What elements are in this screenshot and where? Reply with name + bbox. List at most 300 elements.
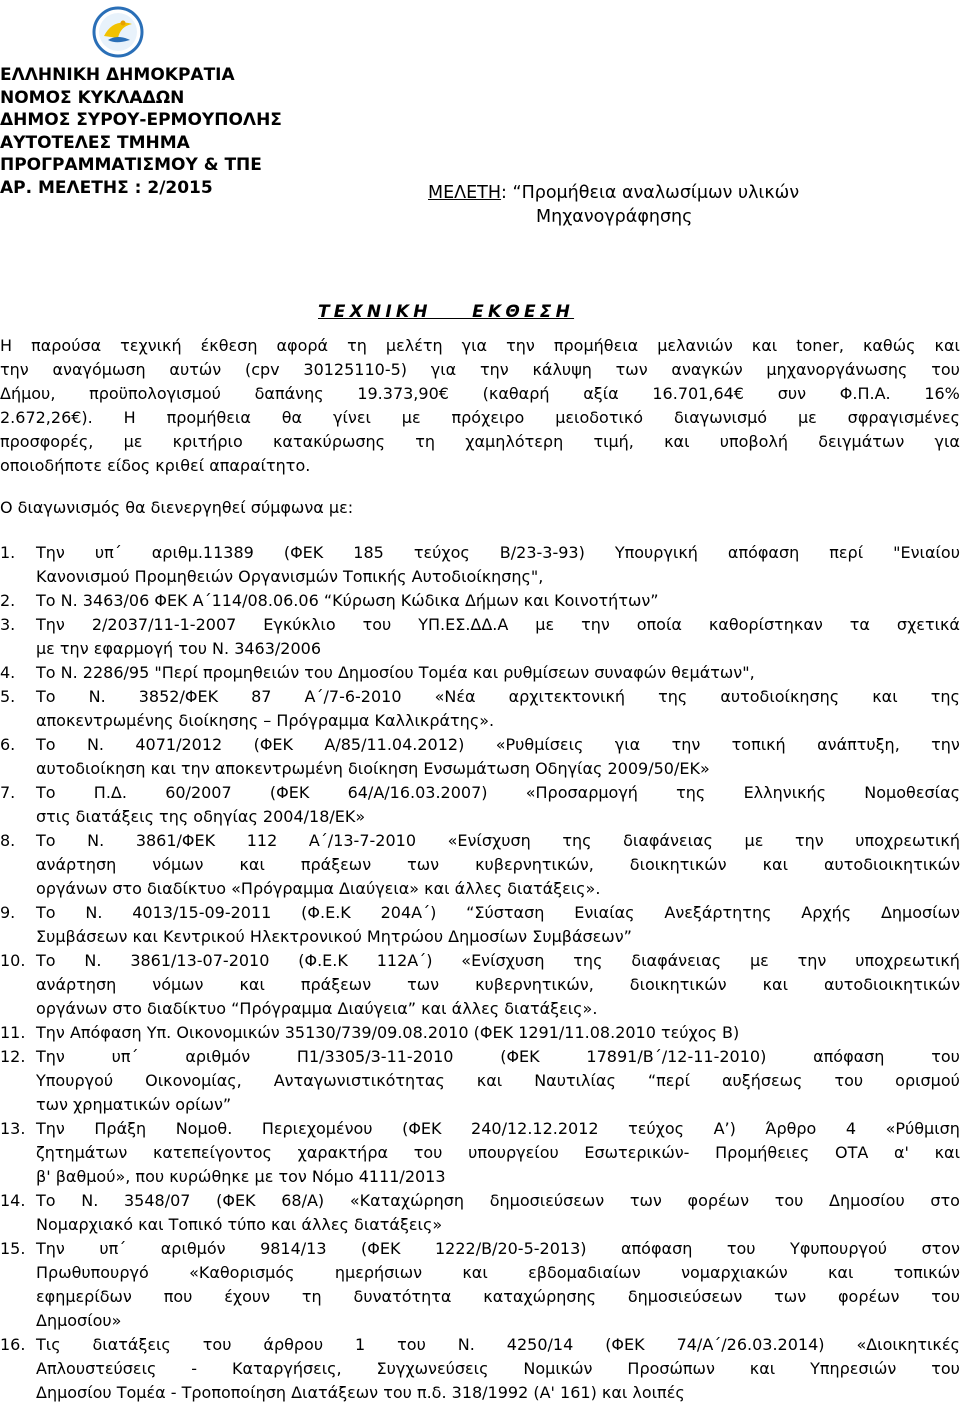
list-word: πράξεων (300, 975, 372, 994)
list-word: ορισμού (895, 1071, 960, 1090)
list-item-number: 10. (0, 951, 26, 970)
intro-word: Φ.Π.Α. (839, 384, 891, 403)
list-word: φορέων (837, 1287, 900, 1306)
list-item-line: Το Ν. 2286/95 "Περί προμηθειών του Δημοσίου Τομέα και ρυθμίσεων συναφών θεμάτων", (36, 663, 755, 682)
list-word: για (614, 735, 641, 754)
list-word: Ανταγωνιστικότητας (273, 1071, 445, 1090)
intro-word: κατακύρωσης (272, 432, 386, 451)
list-word: του (834, 1071, 864, 1090)
list-word: Συγχωνεύσεις (376, 1359, 489, 1378)
list-word: 60/2007 (165, 783, 232, 802)
intro-word: διαγωνισμό (673, 408, 768, 427)
list-item-line: Το Ν. 3463/06 ΦΕΚ Α΄114/08.06.06 “Κύρωση Κώδικα Δήμων και Κοινοτήτων” (36, 591, 659, 610)
intro-word: και (664, 432, 690, 451)
intro-word: Δήμου, (0, 384, 56, 403)
study-number: ΑΡ. ΜΕΛΕΤΗΣ : 2/2015 (0, 177, 213, 198)
list-word: (ΦΕΚ (605, 1335, 645, 1354)
list-word: του (397, 1335, 426, 1354)
list-word: Το (36, 951, 56, 970)
list-word: 4071/2012 (135, 735, 223, 754)
intro-word: 16% (924, 384, 960, 403)
list-word: εφημερίδων (36, 1287, 132, 1306)
list-word: Άρθρο (765, 1119, 817, 1138)
list-word: της (562, 831, 592, 850)
list-word: Αρχής (801, 903, 852, 922)
list-word: Καταργήσεις, (231, 1359, 342, 1378)
intro-word: τη (347, 336, 367, 355)
intro-line (0, 406, 960, 430)
list-word: του (931, 1047, 960, 1066)
list-item-number: 9. (0, 903, 16, 922)
list-item-number: 5. (0, 687, 16, 706)
intro-line-last: οποιοδήποτε είδος κριθεί απαραίτητο. (0, 456, 311, 475)
list-item (0, 949, 960, 1021)
list-word: 68/Α) (281, 1191, 325, 1210)
list-word: (ΦΕΚ (216, 1191, 256, 1210)
list-word: νομαρχιακών (681, 1263, 788, 1282)
list-word: του (931, 1359, 960, 1378)
list-word: (Φ.Ε.Κ (298, 951, 348, 970)
list-word: διαφάνειας (623, 831, 713, 850)
org-line: ΕΛΛΗΝΙΚΗ ΔΗΜΟΚΡΑΤΙΑ (0, 65, 235, 85)
intro-word: και (934, 336, 960, 355)
list-word: Β/23-3-93) (499, 543, 585, 562)
list-word: Υπουργική (614, 543, 698, 562)
list-word: διατάξεις (92, 1335, 171, 1354)
list-word: Εσωτερικών- (584, 1143, 690, 1162)
list-word: την (797, 951, 827, 970)
list-item-line: Συμβάσεων και Κεντρικού Ηλεκτρονικού Μητρώου Δημοσίων Συμβάσεων” (36, 927, 632, 946)
list-word: Α΄/7-6-2010 (304, 687, 402, 706)
list-word: και (476, 1071, 503, 1090)
list-word: 4013/15-09-2011 (132, 903, 272, 922)
list-item-line: στις διατάξεις της οδηγίας 2004/18/ΕΚ» (36, 807, 366, 826)
list-item-number: 12. (0, 1047, 26, 1066)
list-word: (ΦΕΚ (283, 543, 324, 562)
list-word: Πρωθυπουργό (36, 1263, 149, 1282)
list-item (0, 781, 960, 829)
intro-word: toner, (796, 336, 844, 355)
list-word: Περιεχομένου (261, 1119, 373, 1138)
list-word: 17891/Β΄/12-11-2010) (586, 1047, 767, 1066)
list-word: και (462, 1263, 488, 1282)
list-word: 3861/13-07-2010 (130, 951, 270, 970)
list-word: και (762, 975, 788, 994)
list-word: την (581, 615, 610, 634)
list-item-line (36, 541, 960, 565)
list-item-line (36, 1117, 960, 1141)
list-word: Την (36, 543, 65, 562)
list-word: Νομικών (523, 1359, 593, 1378)
list-word: υποχρεωτική (855, 831, 960, 850)
list-item-line (36, 685, 960, 709)
list-word: διοικητικών (629, 855, 727, 874)
intro-word: για (934, 432, 960, 451)
list-word: Ενιαίας (574, 903, 635, 922)
list-word: υπουργείου (468, 1143, 559, 1162)
list-word: κυβερνητικών, (475, 975, 594, 994)
list-word: με (535, 615, 555, 634)
list-item (0, 1021, 960, 1045)
list-word: του (362, 615, 392, 634)
list-word: και (872, 687, 898, 706)
list-word: αριθμόν (185, 1047, 251, 1066)
list-word: δημοσιεύσεων (627, 1287, 743, 1306)
list-word: Το (36, 735, 56, 754)
list-item-line: Κανονισμού Προμηθειών Οργανισμών Τοπικής Αυτοδιοίκησης", (36, 567, 544, 586)
intro-word: 30125110-5) (303, 360, 408, 379)
study-title (428, 183, 799, 203)
list-item-number: 8. (0, 831, 16, 850)
list-word: 1 (355, 1335, 366, 1354)
intro-word: με (797, 408, 817, 427)
list-word: διαφάνειας (631, 951, 722, 970)
list-word: και (827, 1263, 854, 1282)
list-item-line (36, 781, 960, 805)
intro-word: συν (777, 384, 807, 403)
list-item-line (36, 1237, 960, 1261)
list-item (0, 733, 960, 781)
intro-word: αφορά (276, 336, 329, 355)
list-word: Α΄/13-7-2010 (308, 831, 416, 850)
intro-word: τιμή, (593, 432, 634, 451)
list-word: «Νέα (434, 687, 476, 706)
list-item-line (36, 949, 960, 973)
list-word: τοπικών (893, 1263, 960, 1282)
list-item-line (36, 1045, 960, 1069)
list-word: χαρακτήρα (297, 1143, 389, 1162)
list-item (0, 541, 960, 589)
intro-word: προμήθεια (553, 336, 639, 355)
list-word: Οικονομίας, (145, 1071, 242, 1090)
list-word: ΟΤΑ (834, 1143, 869, 1162)
list-item-number: 16. (0, 1335, 26, 1354)
list-word: «Καθορισμός (189, 1263, 295, 1282)
intro-word: μελέτη (385, 336, 443, 355)
list-word: την (794, 831, 824, 850)
list-item (0, 1117, 960, 1189)
list-item-line (36, 1333, 960, 1357)
intro-word: και (751, 336, 778, 355)
list-item-line: Δημοσίου» (36, 1311, 122, 1330)
intro-word: αξία (583, 384, 619, 403)
list-word: του (413, 1143, 443, 1162)
list-word: με (749, 951, 769, 970)
list-word: Υπουργού (36, 1071, 114, 1090)
intro-word: την (480, 360, 509, 379)
list-item-number: 11. (0, 1023, 26, 1042)
list-word: εβδομαδιαίων (528, 1263, 641, 1282)
list-word: την (931, 735, 960, 754)
intro-paragraph (0, 334, 960, 478)
list-word: του (931, 1287, 960, 1306)
list-word: υπ΄ (99, 1239, 127, 1258)
list-item-line (36, 1141, 960, 1165)
intro-word: για (461, 336, 488, 355)
list-word: της (573, 951, 603, 970)
list-word: που (163, 1287, 193, 1306)
list-word: ανάρτηση (36, 855, 117, 874)
list-item-number: 13. (0, 1119, 26, 1138)
list-item (0, 685, 960, 733)
intro-word: σφραγισμένες (847, 408, 960, 427)
intro-word: δαπάνης (254, 384, 324, 403)
list-word: περί (829, 543, 864, 562)
list-word: Α/85/11.04.2012) (324, 735, 465, 754)
list-item-line: Νομαρχιακό και Τοπικό τύπο και άλλες διατάξεις» (36, 1215, 443, 1234)
intro-word: μηχανοργάνωσης (766, 360, 908, 379)
list-item-line (36, 733, 960, 757)
list-word: Τις (36, 1335, 61, 1354)
list-word: των (407, 855, 440, 874)
list-item-line: οργάνων στο διαδίκτυο «Πρόγραμμα Διαύγεια» και άλλες διατάξεις». (36, 879, 601, 898)
list-word: νόμων (152, 975, 204, 994)
list-word: Υφυπουργού (790, 1239, 887, 1258)
list-item-number: 4. (0, 663, 16, 682)
list-word: ανάπτυξη, (817, 735, 900, 754)
list-word: 3548/07 (123, 1191, 191, 1210)
procedure-note: Ο διαγωνισμός θα διενεργηθεί σύμφωνα με: (0, 498, 354, 517)
list-word: και (749, 1359, 776, 1378)
study-title-line-2: Μηχανογράφησης (536, 207, 693, 227)
intro-word: κριτήριο (172, 432, 243, 451)
list-word: και (239, 975, 265, 994)
intro-word: 2.672,26€). (0, 408, 93, 427)
list-word: της (676, 783, 706, 802)
list-word: 1222/Β/20-5-2013) (434, 1239, 587, 1258)
intro-word: έκθεση (200, 336, 258, 355)
list-word: νόμων (152, 855, 204, 874)
intro-word: μειοδοτικό (555, 408, 644, 427)
list-word: κατεπείγοντος (152, 1143, 272, 1162)
list-word: Υπηρεσιών (810, 1359, 897, 1378)
list-item-line (36, 613, 960, 637)
intro-word: μελανιών (657, 336, 733, 355)
list-word: 112Α΄) (376, 951, 433, 970)
list-item-number: 7. (0, 783, 16, 802)
list-word: (ΦΕΚ (500, 1047, 540, 1066)
list-word: «Ενίσχυση (447, 831, 531, 850)
list-word: 64/Α/16.03.2007) (347, 783, 488, 802)
list-word: 87 (251, 687, 272, 706)
list-word: 3852/ΦΕΚ (138, 687, 219, 706)
list-word: αυτοδιοικητικών (823, 975, 960, 994)
list-word: δυνατότητα (353, 1287, 452, 1306)
list-item (0, 1333, 960, 1405)
intro-line (0, 358, 960, 382)
list-item (0, 829, 960, 901)
list-word: των (407, 975, 440, 994)
list-word: 3861/ΦΕΚ (135, 831, 216, 850)
intro-word: προμήθεια (166, 408, 251, 427)
intro-line (0, 334, 960, 358)
intro-word: αυτών (169, 360, 222, 379)
list-word: Ν. (84, 951, 102, 970)
list-word: έχουν (224, 1287, 271, 1306)
list-word: αυτοδιοίκησης (720, 687, 840, 706)
intro-word: με (401, 408, 421, 427)
list-item-number: 2. (0, 591, 16, 610)
intro-word: θα (281, 408, 303, 427)
list-item-line: αυτοδιοίκηση και την αποκεντρωμένη διοίκηση Ενσωμάτωση Οδηγίας 2009/50/ΕΚ» (36, 759, 710, 778)
intro-word: καθώς (862, 336, 916, 355)
list-word: Την (36, 1047, 65, 1066)
list-word: 74/Α΄/26.03.2014) (676, 1335, 825, 1354)
list-word: τοπική (731, 735, 786, 754)
list-word: σχετικά (896, 615, 960, 634)
list-item-line (36, 973, 960, 997)
intro-word: των (615, 360, 648, 379)
intro-word: 16.701,64€ (652, 384, 744, 403)
list-word: - (191, 1359, 198, 1378)
list-item-line: αποκεντρωμένης διοίκησης – Πρόγραμμα Καλλικράτης». (36, 711, 495, 730)
list-word: με (744, 831, 764, 850)
list-word: Το (36, 783, 56, 802)
list-item-line (36, 853, 960, 877)
list-item-number: 15. (0, 1239, 26, 1258)
list-word: και (239, 855, 265, 874)
list-word: 4250/14 (506, 1335, 574, 1354)
list-word: “περί (647, 1071, 690, 1090)
list-item-line (36, 1069, 960, 1093)
list-word: Την (36, 615, 65, 634)
list-word: ανάρτηση (36, 975, 117, 994)
list-word: Προσώπων (627, 1359, 715, 1378)
list-word: Π1/3305/3-11-2010 (296, 1047, 454, 1066)
intro-word: αναγκών (671, 360, 743, 379)
intro-word: τεχνική (120, 336, 182, 355)
list-item-line (36, 1189, 960, 1213)
list-word: Προμήθειες (715, 1143, 810, 1162)
list-item-line (36, 1285, 960, 1309)
intro-word: την (506, 336, 535, 355)
list-word: υπ΄ (94, 543, 122, 562)
list-word: "Ενιαίου (893, 543, 960, 562)
list-word: Ανεξάρτητης (664, 903, 772, 922)
org-line: ΔΗΜΟΣ ΣΥΡΟΥ-ΕΡΜΟΥΠΟΛΗΣ (0, 110, 282, 130)
list-word: απόφαση (621, 1239, 693, 1258)
list-word: (ΦΕΚ (253, 735, 294, 754)
list-word: στο (930, 1191, 960, 1210)
list-word: (ΦΕΚ (269, 783, 310, 802)
list-word: 185 (353, 543, 384, 562)
intro-word: χαμηλότερη (465, 432, 564, 451)
list-word: Το (36, 1191, 56, 1210)
intro-word: (cpv (244, 360, 280, 379)
list-word: Το (36, 687, 56, 706)
intro-line (0, 382, 960, 406)
list-word: (Φ.Ε.Κ (301, 903, 351, 922)
intro-word: τη (415, 432, 436, 451)
intro-word: προϋπολογισμού (89, 384, 221, 403)
list-word: α' (893, 1143, 909, 1162)
list-item-line: οργάνων στο διαδίκτυο “Πρόγραμμα Διαύγεια” και άλλες διατάξεις». (36, 999, 598, 1018)
list-item-line: Δημοσίου Τομέα - Τροποποίηση Διατάξεων του π.δ. 318/1992 (Α' 161) και λοιπές (36, 1383, 685, 1402)
list-word: την (671, 735, 701, 754)
org-line: ΠΡΟΓΡΑΜΜΑΤΙΣΜΟΥ & ΤΠΕ (0, 155, 262, 175)
list-word: των (774, 1287, 807, 1306)
list-word: απόφαση (813, 1047, 885, 1066)
org-line: ΑΥΤΟΤΕΛΕΣ ΤΜΗΜΑ (0, 132, 190, 153)
list-word: «Διοικητικές (856, 1335, 960, 1354)
list-word: φορέων (687, 1191, 750, 1210)
list-word: Π.Δ. (93, 783, 127, 802)
list-item (0, 1237, 960, 1333)
list-word: υπ΄ (111, 1047, 139, 1066)
municipality-logo (90, 6, 146, 58)
org-line: ΝΟΜΟΣ ΚΥΚΛΑΔΩΝ (0, 87, 185, 108)
list-word: Την (36, 1119, 65, 1138)
list-item (0, 589, 960, 613)
list-word: Απλουστεύσεις (36, 1359, 157, 1378)
intro-word: προσφορές, (0, 432, 94, 451)
list-word: του (774, 1191, 804, 1210)
intro-word: του (931, 360, 960, 379)
list-item-line: β' βαθμού», που κυρώθηκε με τον Νόμο 4111/2013 (36, 1167, 446, 1186)
list-word: «Ρυθμίσεις (495, 735, 584, 754)
list-word: Την (36, 1239, 65, 1258)
list-word: και (934, 1143, 960, 1162)
list-word: τα (849, 615, 870, 634)
list-item (0, 1045, 960, 1117)
list-word: αρχιτεκτονική (508, 687, 626, 706)
list-word: αυτοδιοικητικών (823, 855, 960, 874)
list-item-number: 14. (0, 1191, 26, 1210)
intro-word: Η (123, 408, 136, 427)
list-word: Εγκύκλιο (263, 615, 336, 634)
list-word: Το (36, 903, 56, 922)
intro-word: για (430, 360, 457, 379)
list-word: απόφαση (727, 543, 800, 562)
list-word: «Ενίσχυση (461, 951, 545, 970)
intro-word: πρόχειρο (451, 408, 525, 427)
list-item (0, 613, 960, 661)
list-word: 204Α΄) (380, 903, 437, 922)
list-word: Ν. (457, 1335, 475, 1354)
list-word: 240/12.12.2012 (471, 1119, 599, 1138)
list-word: τεύχος (413, 543, 470, 562)
study-title-line-1: : “Προμήθεια αναλωσίμων υλικών (501, 183, 800, 203)
list-word: τη (301, 1287, 322, 1306)
list-word: 2/2037/11-1-2007 (91, 615, 237, 634)
list-word: καθορίστηκαν (708, 615, 823, 634)
list-item-line: Την Απόφαση Υπ. Οικονομικών 35130/739/09.08.2010 (ΦΕΚ 1291/11.08.2010 τεύχος Β) (36, 1023, 740, 1042)
list-item-number: 1. (0, 543, 16, 562)
legal-basis-list (0, 541, 960, 1405)
study-label: ΜΕΛΕΤΗ (428, 183, 502, 203)
list-word: 4 (845, 1119, 857, 1138)
list-item-line (36, 829, 960, 853)
list-word: Ελληνικής (743, 783, 827, 802)
list-item-number: 3. (0, 615, 16, 634)
list-item (0, 901, 960, 949)
list-word: διοικητικών (629, 975, 727, 994)
list-item (0, 661, 960, 685)
list-word: Ν. (88, 687, 106, 706)
intro-word: δειγμάτων (818, 432, 905, 451)
list-word: Νομοθεσίας (864, 783, 960, 802)
list-word: οποία (636, 615, 682, 634)
intro-line (0, 430, 960, 454)
list-word: Ν. (86, 735, 104, 754)
list-item-number: 6. (0, 735, 16, 754)
list-word: στον (921, 1239, 960, 1258)
list-word: του (726, 1239, 756, 1258)
list-word: Ν. (81, 1191, 99, 1210)
list-word: της (658, 687, 688, 706)
intro-word: κάλυψη (532, 360, 592, 379)
list-word: αριθμόν (160, 1239, 226, 1258)
